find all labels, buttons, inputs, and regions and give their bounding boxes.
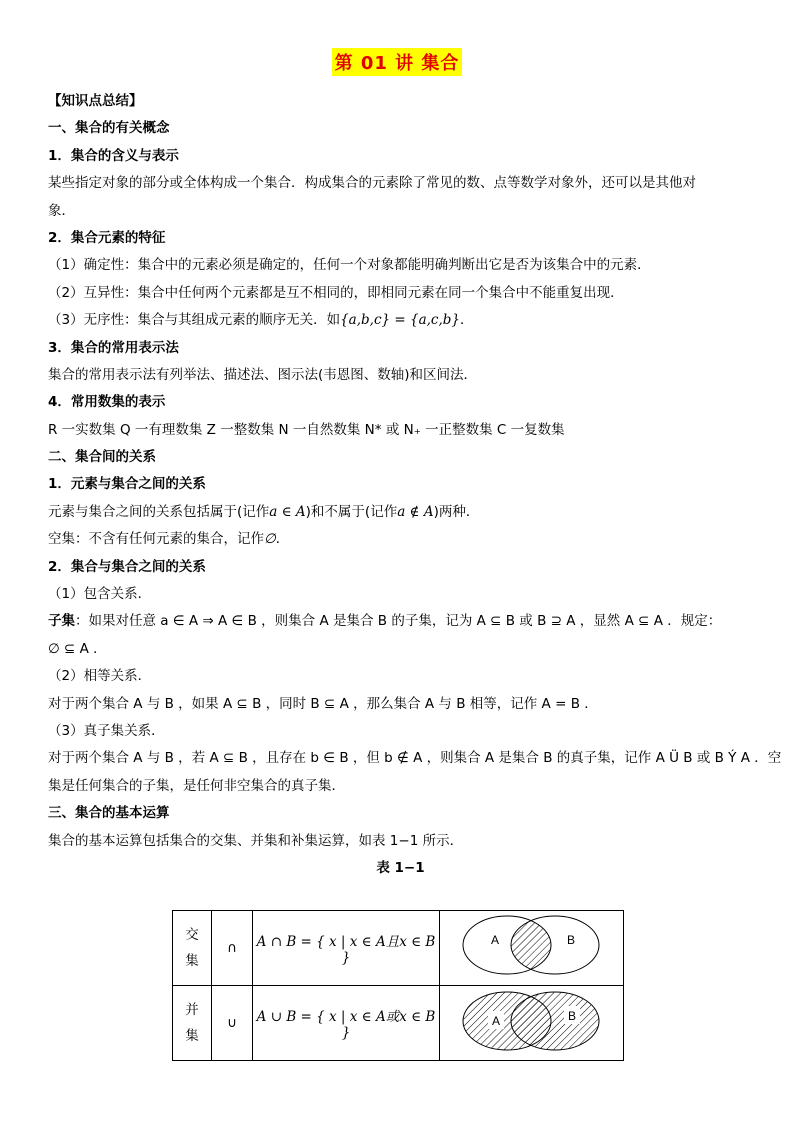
symbol-cell (212, 911, 253, 986)
subset-label: 子集 (48, 613, 75, 630)
subset-definition (48, 608, 753, 635)
proper-subset-definition-cont: 集是任何集合的子集，是任何非空集合的真子集． (48, 777, 345, 794)
title-wrap (0, 48, 794, 76)
relation-item: （2）相等关系． (48, 668, 152, 685)
venn-cell (440, 911, 624, 986)
paragraph: 集合的常用表示法有列举法、描述法、图示法(韦恩图、数轴)和区间法． (48, 366, 478, 383)
subsection-1-3-heading: 3．集合的常用表示法 (48, 339, 179, 356)
set-b-label: B (567, 933, 576, 947)
operation-name-cell (173, 911, 212, 986)
paragraph (48, 499, 753, 526)
name-char: 集 (185, 1028, 199, 1044)
section-2-heading: 二、集合间的关系 (48, 449, 156, 466)
subsection-1-1-heading: 1．集合的含义与表示 (48, 147, 179, 164)
intersection-symbol: ∩ (227, 940, 237, 956)
set-b-ellipse (511, 992, 599, 1050)
page-title: 第 01 讲 集合 (332, 48, 463, 76)
text: 元素与集合之间的关系包括属于(记作 (48, 503, 270, 520)
subsection-1-2-heading: 2．集合元素的特征 (48, 229, 166, 246)
characteristic-item (48, 307, 753, 334)
document-body (48, 88, 782, 882)
section-1-heading: 一、集合的有关概念 (48, 120, 170, 137)
table-caption: 表 1−1 (376, 859, 425, 876)
paragraph: 某些指定对象的部分或全体构成一个集合．构成集合的元素除了常见的数、点等数学对象外，还可以是其他对 (48, 175, 696, 192)
subset-text: ：如果对任意 a ∈ A ⇒ A ∈ B ，则集合 A 是集合 B 的子集，记为 A ⊆ B 或 B ⊇ A ，显然 A ⊆ A ．规定： (75, 613, 722, 630)
subsection-1-4-heading: 4．常用数集的表示 (48, 394, 166, 411)
summary-heading: 【知识点总结】 (48, 93, 143, 109)
subsection-2-1-heading: 1．元素与集合之间的关系 (48, 476, 206, 493)
name-char: 集 (185, 953, 199, 969)
venn-cell (440, 986, 624, 1061)
math: a ∈ A (269, 503, 306, 520)
paragraph (48, 526, 753, 553)
text: )和不属于(记作 (305, 503, 398, 520)
relation-item: （1）包含关系． (48, 586, 152, 603)
paragraph: 象． (48, 202, 75, 219)
proper-subset-definition: 对于两个集合 A 与 B ，若 A ⊆ B ，且存在 b ∈ B ，但 b ∉ A ，则集合 A 是集合 B 的真子集，记作 A Ü B 或 B Ý A ．空 (48, 750, 782, 767)
paragraph: 集合的基本运算包括集合的交集、并集和补集运算，如表 1−1 所示． (48, 832, 464, 849)
set-operations-table (172, 910, 624, 1061)
subsection-2-2-heading: 2．集合与集合之间的关系 (48, 558, 206, 575)
text: 空集：不含有任何元素的集合，记作 (48, 531, 264, 548)
union-symbol: ∪ (227, 1015, 237, 1031)
name-char: 并 (185, 1002, 199, 1018)
subset-definition-cont: ∅ ⊆ A ． (48, 640, 107, 657)
relation-item: （3）真子集关系． (48, 722, 165, 739)
c3-end: ． (460, 312, 474, 329)
characteristic-item: （2）互异性：集合中任何两个元素都是互不相同的，即相同元素在同一个集合中不能重复出现． (48, 284, 624, 301)
intersection-venn-diagram (440, 911, 623, 981)
set-b-label: B (568, 1009, 577, 1023)
characteristic-item: （1）确定性：集合中的元素必须是确定的，任何一个对象都能明确判断出它是否为该集合中的元素． (48, 257, 651, 274)
operation-name-cell (173, 986, 212, 1061)
set-equality-math: {a,b,c} = {a,c,b} (340, 312, 461, 329)
text: )两种． (433, 503, 480, 520)
table-row-union (173, 986, 624, 1061)
number-sets-line: R 一实数集 Q 一有理数集 Z 一整数集 N 一自然数集 N* 或 N₊ 一正整数集 C 一复数集 (48, 421, 565, 438)
formula-cell (253, 911, 440, 986)
union-venn-diagram (440, 986, 623, 1056)
symbol-cell (212, 986, 253, 1061)
table-row-intersection (173, 911, 624, 986)
section-3-heading: 三、集合的基本运算 (48, 805, 170, 822)
set-a-label: A (491, 933, 500, 947)
formula-cell (253, 986, 440, 1061)
math: a ∉ A (397, 503, 434, 520)
text: ． (275, 531, 290, 548)
equality-definition: 对于两个集合 A 与 B ，如果 A ⊆ B ，同时 B ⊆ A ，那么集合 A 与 B 相等，记作 A = B ． (48, 695, 598, 712)
math: ∅ (264, 531, 276, 548)
union-formula: A ∪ B = { x | x ∈ A或x ∈ B } (256, 1009, 436, 1041)
c3-text: （3）无序性：集合与其组成元素的顺序无关．如 (48, 312, 341, 329)
intersection-formula: A ∩ B = { x | x ∈ A且x ∈ B } (256, 934, 436, 966)
set-a-label: A (492, 1014, 501, 1028)
name-char: 交 (185, 927, 199, 943)
